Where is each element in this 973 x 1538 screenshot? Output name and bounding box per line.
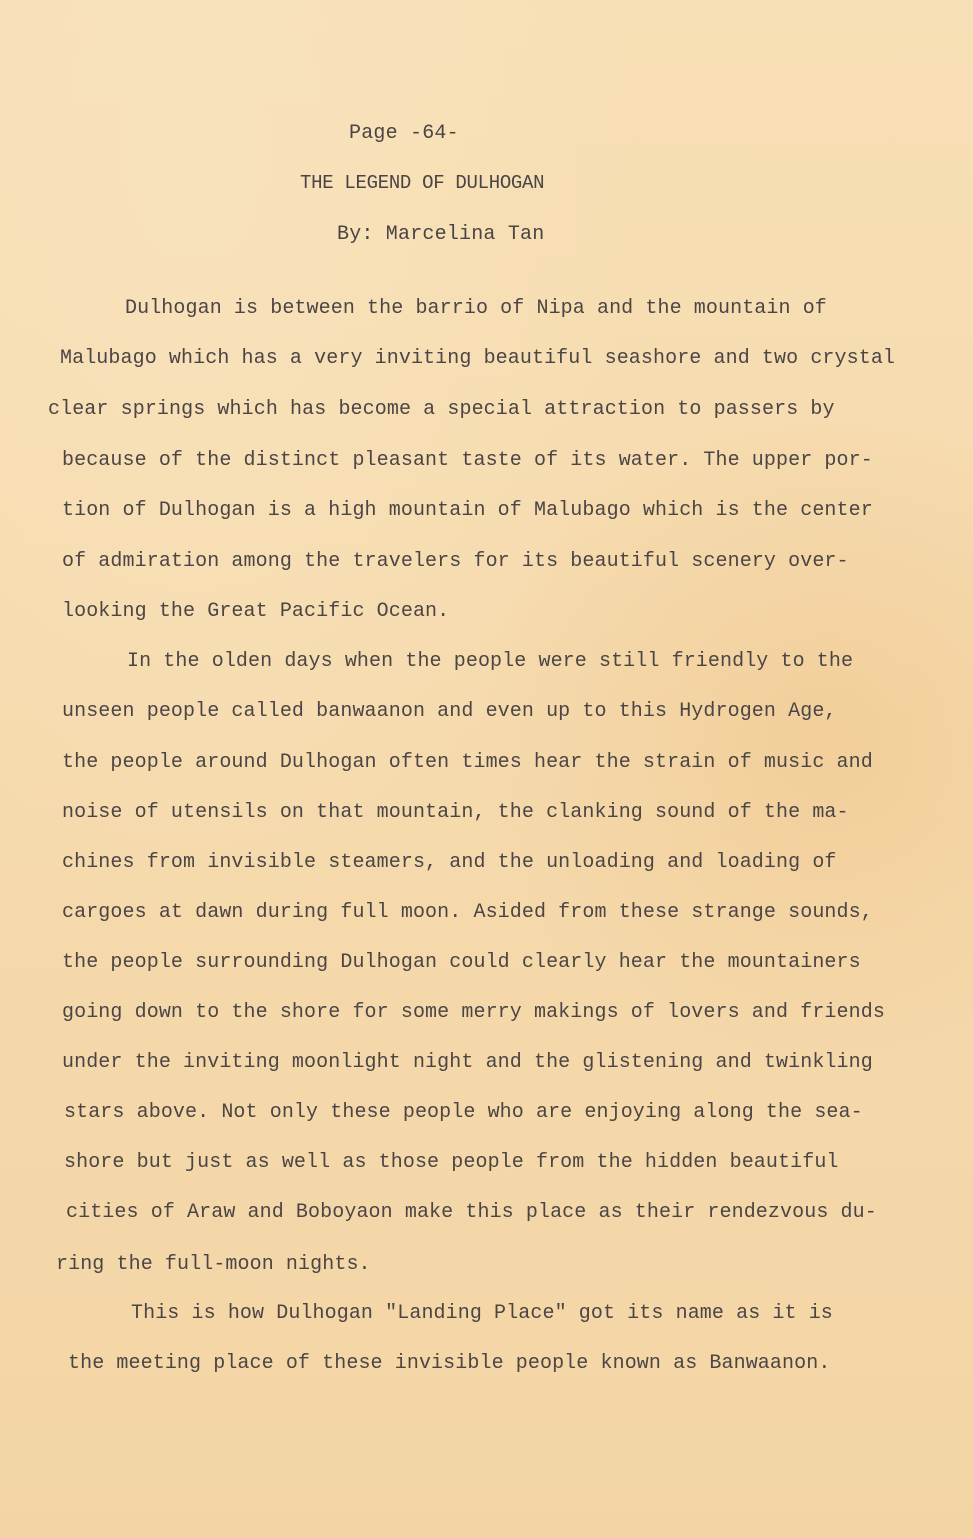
document-title: THE LEGEND OF DULHOGAN	[300, 172, 545, 194]
author-byline: By: Marcelina Tan	[337, 223, 545, 246]
text-line: Malubago which has a very inviting beautiful seashore and two crystal	[60, 347, 896, 370]
text-line: ring the full-moon nights.	[56, 1253, 371, 1276]
text-line: looking the Great Pacific Ocean.	[62, 600, 450, 623]
text-line: going down to the shore for some merry makings of lovers and friends	[62, 1001, 885, 1024]
text-line: cargoes at dawn during full moon. Asided from these strange sounds,	[62, 901, 873, 924]
text-line: shore but just as well as those people from the hidden beautiful	[64, 1151, 839, 1174]
text-line: chines from invisible steamers, and the unloading and loading of	[62, 851, 837, 874]
text-line: noise of utensils on that mountain, the clanking sound of the ma-	[62, 801, 849, 824]
text-line: the people surrounding Dulhogan could clearly hear the mountainers	[62, 951, 861, 974]
text-line: stars above. Not only these people who are enjoying along the sea-	[64, 1101, 863, 1124]
text-line: In the olden days when the people were still friendly to the	[127, 650, 854, 673]
text-line: tion of Dulhogan is a high mountain of Malubago which is the center	[62, 499, 873, 522]
text-line: unseen people called banwaanon and even up to this Hydrogen Age,	[62, 700, 837, 723]
text-line: because of the distinct pleasant taste of its water. The upper por-	[62, 449, 873, 472]
page-number: Page -64-	[349, 122, 459, 145]
text-line: cities of Araw and Boboyaon make this place as their rendezvous du-	[66, 1201, 877, 1224]
text-line: the meeting place of these invisible people known as Banwaanon.	[68, 1352, 831, 1375]
text-line: the people around Dulhogan often times hear the strain of music and	[62, 751, 873, 774]
text-line: clear springs which has become a special attraction to passers by	[48, 398, 835, 421]
text-line: of admiration among the travelers for its beautiful scenery over-	[62, 550, 849, 573]
text-line: Dulhogan is between the barrio of Nipa and the mountain of	[125, 297, 827, 320]
text-line: This is how Dulhogan "Landing Place" got its name as it is	[131, 1302, 833, 1325]
text-line: under the inviting moonlight night and the glistening and twinkling	[62, 1051, 873, 1074]
